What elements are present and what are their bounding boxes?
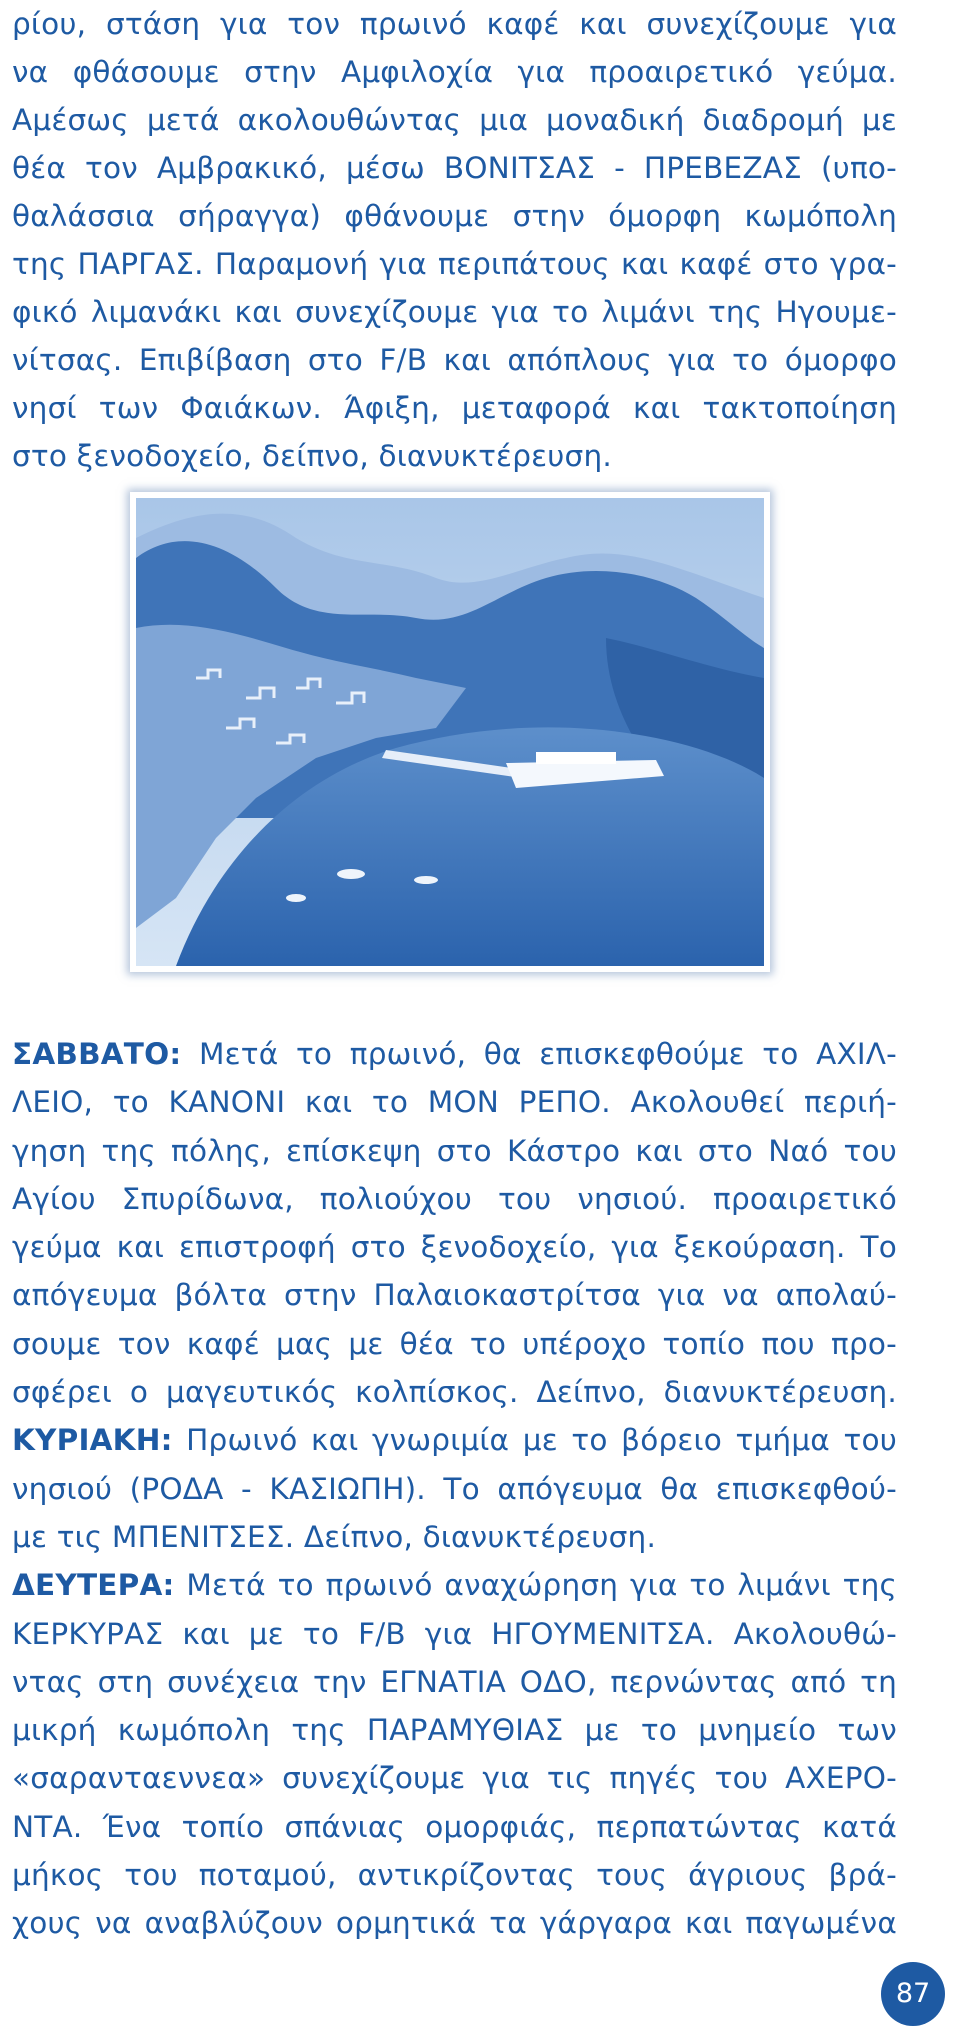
text-line: ντας στη συνέχεια την ΕΓΝΑΤΙΑ ΟΔΟ, περνώντας από τη bbox=[12, 1664, 897, 1699]
text-line: μικρή κωμόπολη της ΠΑΡΑΜΥΘΙΑΣ με το μνημείο των bbox=[12, 1713, 897, 1748]
text-line: γεύμα και επιστροφή στο ξενοδοχείο, για ξεκούραση. Το bbox=[12, 1230, 897, 1265]
text-line: σουμε τον καφέ μας με θέα το υπέροχο τοπίο που προ- bbox=[12, 1326, 897, 1361]
page-number-badge: 87 bbox=[881, 1962, 945, 2026]
day-label-monday: ΔΕΥΤΕΡΑ: bbox=[12, 1568, 175, 1603]
text-line: γηση της πόλης, επίσκεψη στο Κάστρο και στο Ναό του bbox=[12, 1133, 897, 1168]
text-line: ΚΕΡΚΥΡΑΣ και με το F/B για ΗΓΟΥΜΕΝΙΤΣΑ. Ακολουθώ- bbox=[12, 1616, 897, 1651]
text-line: να φθάσουμε στην Αμφιλοχία για προαιρετικό γεύμα. bbox=[12, 55, 897, 89]
day-text: Μετά το πρωινό, θα επισκεφθούμε το ΑΧΙΛ- bbox=[181, 1037, 897, 1071]
boat bbox=[286, 894, 306, 902]
text-line: νησί των Φαιάκων. Άφιξη, μεταφορά και τακτοποίηση bbox=[12, 391, 897, 425]
boat bbox=[414, 876, 438, 884]
text-line: απόγευμα βόλτα στην Παλαιοκαστρίτσα για να απολαύ- bbox=[12, 1278, 897, 1313]
day-text: Μετά το πρωινό αναχώρηση για το λιμάνι της bbox=[174, 1568, 897, 1603]
text-line: ρίου, στάση για τον πρωινό καφέ και συνεχίζουμε για bbox=[12, 7, 897, 41]
text-line: στο ξενοδοχείο, δείπνο, διανυκτέρευση. bbox=[12, 439, 612, 473]
text-line: της ΠΑΡΓΑΣ. Παραμονή για περιπάτους και καφέ στο γρα- bbox=[12, 247, 897, 281]
day-label-sunday: ΚΥΡΙΑΚΗ: bbox=[12, 1423, 173, 1458]
text-line: με τις ΜΠΕΝΙΤΣΕΣ. Δείπνο, διανυκτέρευση. bbox=[12, 1519, 657, 1554]
text-line: μήκος του ποταμού, αντικρίζοντας τους άγριους βρά- bbox=[12, 1858, 897, 1893]
text-line: Αγίου Σπυρίδωνα, πολιούχου του νησιού. προαιρετικό bbox=[12, 1181, 897, 1216]
day-first-line bbox=[12, 1030, 897, 1078]
text-line: φικό λιμανάκι και συνεχίζουμε για το λιμάνι της Ηγουμε- bbox=[12, 295, 897, 329]
intro-paragraph bbox=[12, 0, 897, 480]
boat bbox=[337, 869, 365, 879]
text-line: «σαρανταεννεα» συνεχίζουμε για τις πηγές του ΑΧΕΡΟ- bbox=[12, 1761, 897, 1796]
ferry-deck bbox=[536, 752, 616, 764]
parga-harbour-photo bbox=[130, 492, 770, 972]
text-line: νίτσας. Επιβίβαση στο F/B και απόπλους για το όμορφο bbox=[12, 343, 897, 377]
text-line: νησιού (ΡΟΔΑ - ΚΑΣΙΩΠΗ). Το απόγευμα θα επισκεφθού- bbox=[12, 1471, 897, 1506]
day-label-saturday: ΣΑΒΒΑΤΟ: bbox=[12, 1037, 182, 1071]
text-line: χους να αναβλύζουν ορμητικά τα γάργαρα και παγωμένα bbox=[12, 1906, 897, 1941]
text-line: ΝΤΑ. Ένα τοπίο σπάνιας ομορφιάς, περπατώντας κατά bbox=[12, 1809, 897, 1844]
text-line: θαλάσσια σήραγγα) φθάνουμε στην όμορφη κωμόπολη bbox=[12, 199, 897, 233]
harbour-illustration bbox=[136, 498, 764, 966]
day-text: Πρωινό και γνωριμία με το βόρειο τμήμα του bbox=[172, 1423, 897, 1458]
day-first-line bbox=[12, 1416, 897, 1464]
text-line: ΛΕΙΟ, το ΚΑΝΟΝΙ και το ΜΟΝ ΡΕΠΟ. Ακολουθεί περιή- bbox=[12, 1085, 897, 1120]
itinerary-days bbox=[12, 1030, 897, 1948]
day-first-line bbox=[12, 1561, 897, 1609]
text-line: σφέρει ο μαγευτικός κολπίσκος. Δείπνο, διανυκτέρευση. bbox=[12, 1375, 897, 1410]
text-line: θέα τον Αμβρακικό, μέσω ΒΟΝΙΤΣΑΣ - ΠΡΕΒΕΖΑΣ (υπο- bbox=[12, 151, 897, 185]
text-line: Αμέσως μετά ακολουθώντας μια μοναδική διαδρομή με bbox=[12, 103, 897, 137]
